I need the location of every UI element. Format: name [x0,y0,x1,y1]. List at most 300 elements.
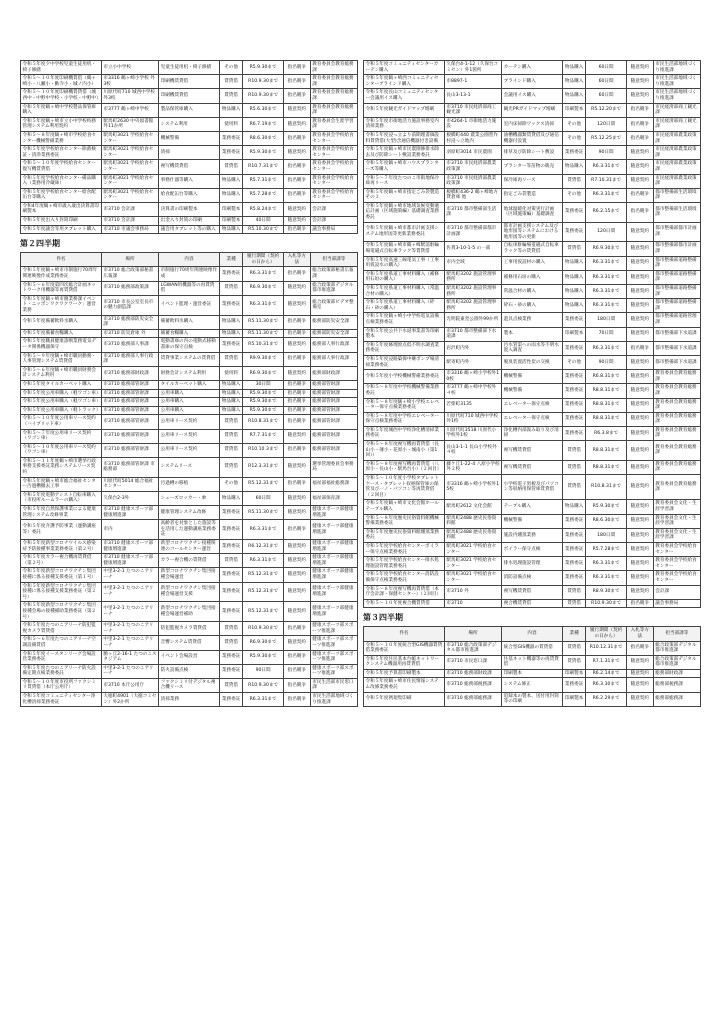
table-cell: 随意契約 [626,398,653,412]
table-cell: 業務委託 [562,222,586,242]
table-row [364,270,701,284]
table-cell: 総務部管財課 [310,398,357,407]
table-cell: 物品購入 [219,174,243,188]
table-cell: R8.6.30まで [586,514,626,528]
table-cell: 地球温暖化対策実行計画（区域施策編）基礎調査 [502,202,563,222]
table-cell: 都市整備部道路管理課 [653,313,700,327]
table-cell: 教育委員会教育総務課 [653,370,700,384]
table-cell: 教育委員会学校給食センター [653,542,700,556]
table-row [364,641,701,655]
table-cell: R6.9.30まで [243,366,283,380]
table-cell: 都市整備部都市計画課 [653,242,700,256]
table-cell: 公用車購入 [159,398,220,407]
table-cell: 市民経済部商工観光課 [653,103,700,117]
table-cell: 教育委員会学校給食センター [310,146,357,160]
table-row [21,366,358,380]
table-cell: 物品購入 [562,160,586,174]
table-cell: 指名競争 [283,160,310,174]
table-cell: 会議用イス購入 [502,89,563,103]
table-cell: 市3777 鶴ヶ崎中学校 [101,103,158,117]
table-cell: 物品購入 [219,225,243,234]
table-cell: 財務会計システム利用 [159,366,220,380]
table-cell: 駅寄町内外 [444,355,501,369]
table-cell: 令和５～１０年度公用車リース契約（ハイブリッド車） [21,415,102,429]
table-cell: 住基ネット機器等の再賃貸借 [502,655,563,669]
table-cell: R6.9.30まで [586,242,626,256]
table-cell: 福祉部保育課 [310,491,357,505]
table-cell: 令和５年度長山コミュニティセンター会議用イス購入 [364,89,445,103]
table-cell: 都市整備部下水道課 [653,341,700,355]
table-cell: 市民経済部農業政策課 [653,131,700,145]
table-cell: 総務部管財課 [310,443,357,457]
table-cell: 市3710 都市整備部下水道課 [444,327,501,341]
table-cell: 令和５～１０年度印刷機賃貸借（城西中・中野中学校・小学校・中野中） [21,89,102,103]
table-cell: 令和５年度鶴ヶ崎市都市計画支援システム地形図等更新業務委託 [364,222,445,242]
table-cell: 教育委員会教育総務課 [653,460,700,474]
table-cell: 令和５年度学校給食センター除菌検証・清浄業務委託 [21,146,102,160]
table-cell: 令和５年度公用車購入（軽トラック） [21,406,102,415]
table-cell: 業務委託 [219,131,243,145]
table-cell: 賃貸借 [562,475,586,500]
table-cell: 印刷製本 [502,669,563,678]
table-cell: 印刷機賃貸借 [159,75,220,89]
table-cell: R8.8.31まで [586,412,626,426]
table-cell: 業務委託 [562,341,586,355]
table-cell: 業務委託 [219,295,243,315]
column-header: 担当部課等 [310,253,357,267]
table-cell: 物品購入 [562,256,586,270]
table-cell: 複写機賃貸借 [159,160,220,174]
table-cell: 令和５～７年度公用車リース契約（ワゴン車） [21,429,102,443]
table-cell: 賃貸借 [219,89,243,103]
table-cell: 令和５年度備蓄飲料水購入 [21,315,102,329]
table-cell: 令和５～１０年度小学校タブレットケース・タブレット収納保管庫の保管及び一ノ・パソコン等再賃貸借（２回目） [364,475,445,500]
table-cell: 砕石・砂の購入 [502,299,563,313]
table-cell: 市3710 都市整備部生活課 [444,202,501,222]
table-cell: 令和５年度鶴ヶ崎市立小中学校校務管理システム利用契約 [21,117,102,131]
table-cell: 市3710 [444,599,501,608]
table-cell: 令和５年度浸路築保中継ポンプ場清掃業務委託 [364,355,445,369]
table-cell: 賃貸借 [562,460,586,474]
table-cell: 都市整備部道路整備課 [653,270,700,284]
table-cell: 令和５～８年度鶴ヶ崎小学校エレベーター保守点検業務委託 [364,398,445,412]
table-cell: 市3710 総務部管財課 [101,389,158,398]
table-cell: 随意契約 [626,384,653,398]
table-row [364,500,701,514]
table-cell: 市3710 総務部管財課 [101,406,158,415]
left-table-continued [20,60,358,234]
table-cell: 音響システム賃貸借 [159,636,220,650]
table-cell: R6.3.31まで [586,188,626,202]
table-cell: 市3710 健康スポーツ部健康増進課 [101,506,158,520]
table-cell: 岩沢町内外 [444,341,501,355]
table-cell: R6.3.31まで [243,520,283,540]
table-cell: R6.3.31まで [586,160,626,174]
table-cell: 令和５年度修理原点低不明水調査業務委託 [364,341,445,355]
table-cell: 物品購入 [562,89,586,103]
table-cell: 自転車駐輪場電磁式自転車ラック等の賃貸借 [502,242,563,256]
table-cell: R7.10.31まで [586,174,626,188]
table-cell: 市3710 総務部財政課 [101,366,158,380]
table-cell: 市3710 総務部管財課 [101,415,158,429]
table-cell: 市3710 本庁公用庁 [101,678,158,692]
table-cell: R5.6.30まで [243,103,283,117]
table-cell: 随意契約 [626,160,653,174]
table-cell: 随意契約 [626,669,653,678]
table-cell: R6.3.31まで [586,285,626,299]
table-cell: 教育委員会文化・生涯学習課 [653,514,700,528]
table-cell: 随意契約 [626,655,653,669]
table-cell: 都市整備部下水道課 [653,327,700,341]
table-cell: 長山3-1-1 長山小学校外４校 [444,441,501,461]
column-header: 入札等方法 [283,253,310,267]
table-cell: 業務委託 [219,506,243,520]
table-row [21,443,358,457]
table-cell: 健康スポーツ部健康増進課 [310,602,357,622]
table-cell: 物品購入 [219,380,243,389]
table-cell: 指名競争 [283,443,310,457]
table-cell: 業務委託 [562,557,586,571]
table-cell: 随意契約 [626,557,653,571]
table-cell: R10.7.31まで [243,160,283,174]
table-row [364,692,701,706]
table-cell: R12.3.31まで [243,457,283,477]
table-cell: 指名競争 [283,75,310,89]
table-cell: 市3710 防災倉庫 外 [101,329,158,338]
table-cell: 都市整備部生活環境課 [653,188,700,202]
table-cell: 60日間 [586,75,626,89]
table-cell: 大徳町4901（大徳コミセン）外2か所 [101,693,158,707]
table-row [21,146,358,160]
table-cell: 令和５年度小学校機械警備業務委託 [364,370,445,384]
table-cell: カラー複合機の賃貸借 [159,554,220,568]
table-cell: システムリース [159,457,220,477]
table-row [21,429,358,443]
table-cell: 賃貸借 [219,678,243,692]
table-cell: 指名競争 [626,202,653,222]
table-cell: 市民生活部市民窓口課 [310,678,357,692]
table-cell: 令和５年度住民基本台帳ネットワークシステム機器用再賃貸借 [364,655,445,669]
table-cell: 指名競争 [626,341,653,355]
table-cell: R6.3.31まで [243,267,283,281]
table-cell: 令和５年度県道工事材料購入（補修用石垣の購入） [364,270,445,284]
table-cell: その他 [562,355,586,369]
table-cell: 業務委託 [562,514,586,528]
table-cell: R6.3.31まで [243,295,283,315]
table-cell: 市民生活部地域づくり推進課 [653,75,700,89]
table-cell: 随意契約 [626,514,653,528]
table-cell: 市3710 総務部防災安全課 [101,315,158,329]
table-cell: 業務委託 [219,540,243,554]
table-cell: 中里3-2-1 たつのこアリーナ [101,582,158,602]
column-header: 内容 [502,627,563,641]
table-cell: 指名競争 [626,103,653,117]
table-cell: 新型コロナワクチン接種関連のコールセンター運営 [159,540,220,554]
table-cell: 賃貸借 [562,242,586,256]
table-cell: 70日間 [586,327,626,341]
table-cell: R8.8.31まで [586,441,626,461]
table-cell: 令和５年度カラー複合機再賃貸借（第２号） [21,554,102,568]
table-cell: 物品購入 [562,75,586,89]
table-cell: 福祉部福祉総務課 [310,477,357,491]
table-cell: 羽原町3014 市民農園 [444,146,501,160]
table-cell: 市民生活部地域づくり推進課 [653,89,700,103]
table-cell: 指名競争 [283,380,310,389]
table-cell: 公用車購入 [159,406,220,415]
table-row [364,441,701,461]
table-cell: R5.10.31まで [243,338,283,352]
table-cell: R6.9.30まで [243,636,283,650]
table-cell: 指定ごみ袋製造 [502,188,563,202]
table-cell: R10.8.31まで [586,475,626,500]
table-cell: その他 [219,61,243,75]
table-cell: 市3710 都市整備部都市計画課 [444,222,501,242]
table-cell: 令和５年度市街地活力施設事務室内清掃業務 [364,117,445,131]
table-cell: 随意契約 [626,242,653,256]
table-cell: 板橋町440 農業公園豊作村浸っ立地内 [444,131,501,145]
table-cell: 市3710 市議会事務局 [101,225,158,234]
table-cell: R10.9.30まで [243,678,283,692]
table-cell: 随意契約 [283,281,310,295]
table-cell: 令和５年度鶴ヶ崎市鶴ヶ崎駅前駐輪場電磁式自転車ラック等賃貸借 [364,242,445,256]
table-cell: 駅馬町2630 中央図書館 外11か所 [101,117,158,131]
table-cell: 総務部人事行政課 [310,338,357,352]
table-cell: 令和５～１０年度印刷機賃借（鶴ヶ崎小・八瀬小・勤寺小・城ノ内小） [21,75,102,89]
table-cell: 駅馬町2488 歴史民俗資料館 [444,514,501,528]
table-cell: 随意契約 [626,370,653,384]
table-cell: 令和５年度鶴ヶ崎小中学校電気設備点検業務委託 [364,313,445,327]
table-cell: 遊具点検業務 [502,313,563,327]
table-cell: 令和５～１０年度複合機賃貸借 [364,599,445,608]
table-cell: 脱臭装置活性炭の交換 [502,355,563,369]
table-cell: 指名競争 [283,131,310,145]
table-cell: 指名競争 [283,406,310,415]
table-cell: 印刷製本 [562,669,586,678]
table-row [21,225,358,234]
table-cell: 令和５年度公用車購入（軽ワゴン車） [21,389,102,398]
table-cell: 印刷製本 [562,327,586,341]
table-cell: 賃貸借 [219,415,243,429]
table-cell: 健康スポーツ部健康増進課 [310,568,357,582]
table-cell: 随意契約 [283,146,310,160]
table-cell: カーテン購入 [502,61,563,75]
table-cell: 指名競争 [283,650,310,664]
table-cell: R10.9.30まで [243,622,283,636]
table-cell: 業務委託 [562,542,586,556]
table-cell: 指名競争 [283,678,310,692]
table-cell: 市3710 市民窓口課 [444,655,501,669]
table-row [364,117,701,131]
table-cell: 駅馬町3021 学校給食センター [444,571,501,585]
table-row [21,540,358,554]
table-cell: 公用車リース契約 [159,415,220,429]
table-cell: 都市計画支援システム及び地形図等システムにおける地形図等の更新 [502,222,563,242]
table-row [21,267,358,281]
table-cell: 駅馬町3021 学校給食センター [101,174,158,188]
table-cell: 指名競争 [626,599,653,608]
table-cell: 総務部管財課 [310,380,357,389]
table-cell: 随意契約 [283,429,310,443]
table-cell: その他 [562,188,586,202]
table-cell: 板橋町436-2 鶴ヶ崎地方貸倉庫 他 [444,188,501,202]
table-row [21,75,358,89]
table-cell: 印刷製本 [219,217,243,226]
table-cell: 令和５年度鶴ヶ崎市民農園修排水除去及び防除シート敷設業務委託 [364,146,445,160]
table-cell: 賃貸借 [219,160,243,174]
table-cell: 令和4年度鶴ヶ崎市歳入歳出決算書印刷製本 [21,202,102,216]
table-cell: 使用料 [219,117,243,131]
table-cell: 市3710 総合政策部秘書広報課 [101,267,158,281]
table-cell: 指名競争 [283,622,310,636]
table-cell: 令和５年度鶴ヶ崎市ハウスプランターズ等購入 [364,160,445,174]
table-cell: イベント監理・運営委託 [159,295,220,315]
table-cell: 随意契約 [626,270,653,284]
table-cell: 令和５年度新型コロナワクチン集団接種に係る接種支援業務委託（第２号） [21,582,102,602]
table-row [364,460,701,474]
table-cell: 随意契約 [283,568,310,582]
table-row [21,352,358,366]
table-cell: 随意契約 [283,103,310,117]
table-row [21,202,358,216]
table-cell: その他 [562,117,586,131]
table-cell: 高齢者を対象とした施設等を活用した運動講座業務委託 [159,520,220,540]
table-cell: 総務部財政課 [310,366,357,380]
table-cell: 180日間 [586,313,626,327]
column-header: 場所 [444,627,501,641]
table-cell: 随意契約 [283,295,310,315]
table-cell: 防犯監視カメラ賃貸借 [159,622,220,636]
table-cell: 市3710 総務部管財課 [101,429,158,443]
table-cell: R5.11.30まで [243,315,283,329]
table-cell: 浄化槽内部汲み取り及び清掃 [502,426,563,440]
table-cell: 教育委員会学校給食センター [653,557,700,571]
table-cell: 備蓄食糧購入 [159,329,220,338]
table-cell: 市3777 鶴ヶ崎中学校外４校 [444,384,501,398]
table-cell: 指名競争 [283,477,310,491]
table-cell: 健康スポーツ部健康増進課 [310,506,357,520]
table-cell: 駅馬町3202 施設管理事務所 [444,270,501,284]
table-cell: 賃貸借 [219,443,243,457]
table-cell: 令和５年度新型コロナワクチン集団接種会場の接種補助業務委託（第２号） [21,602,102,622]
table-row [364,188,701,202]
table-row [21,131,358,145]
table-cell: 随意契約 [283,582,310,602]
table-cell: 駅馬町2612 文化会館 [444,500,501,514]
table-cell: 市3710 総務部総務課 [444,692,501,706]
table-cell: 会計課 [310,202,357,216]
table-row [21,315,358,329]
table-cell: 市3710 総務部管財課 [101,380,158,389]
table-cell: 60日間 [586,61,626,75]
table-cell: R6.3.31まで [586,299,626,313]
table-cell: 令和５年度学校給食センター排水処理施設管理業務委託 [364,557,445,571]
table-cell: 令和５年度イースタンリーグ会場設営業務委託 [21,650,102,664]
table-cell: エレベーター保守点検 [502,412,563,426]
table-cell: 議会事務局 [653,599,700,608]
table-cell: 室内床掃除ワックス清掃 [502,117,563,131]
table-row [364,585,701,599]
table-cell: 都市整備部道路整備課 [653,299,700,313]
table-cell: 業務委託 [562,398,586,412]
table-cell: 駅馬町3021 学校給食センター [444,542,501,556]
table-row [21,520,358,540]
table-row [21,188,358,202]
table-row [364,174,701,188]
table-cell: 随意契約 [626,222,653,242]
table-row [364,160,701,174]
table-cell: R5.9.30まで [243,146,283,160]
table-cell: 教育委員会教育総務課 [310,75,357,89]
table-cell: 物品購入 [562,299,586,313]
table-cell: 川原代町5014 総合福祉センター [101,477,158,491]
table-cell: 健康スポーツ部健康増進課 [310,520,357,540]
table-cell: 油槽機器類賃貸借及び通信機器付設置 [502,131,563,145]
table-cell: 新型コロナワクチン集団接種会場運営 [159,568,220,582]
table-cell: 90日間 [586,355,626,369]
table-row [21,160,358,174]
table-row [21,117,358,131]
table-cell: R5.12.25まで [586,131,626,145]
table-cell: 令和５～１０年度公用車リース契約（ワゴン車） [21,443,102,457]
table-row [21,389,358,398]
table-cell: 指名競争 [283,415,310,429]
table-cell: R5.9.30まで [586,500,626,514]
table-cell: シューズロッカー・傘 [159,491,220,505]
table-cell: 印刷機賃貸借 [159,89,220,103]
table-cell: 令和５～６年度たつのこアリーナ空調設備賃借 [21,636,102,650]
table-cell: 業務委託 [562,146,586,160]
table-cell: 会計課 [653,585,700,599]
table-cell: R6.7.19まで [243,117,283,131]
table-row [364,514,701,528]
table-cell: R6.3.31まで [586,270,626,284]
table-cell: 駒ヶ丘2-16-1 たつのこスタジアム [101,650,158,664]
table-cell: R6.3.31まで [243,693,283,707]
table-cell: 駅馬町3021 学校給食センター [101,146,158,160]
table-cell: 令和５～１１年度鶴ヶ崎市選挙行政事務支援委託業務システムリース契約 [21,457,102,477]
table-cell: 随意契約 [626,571,653,585]
table-row [364,426,701,440]
table-cell: 健康スポーツ部スポーツ推進課 [310,650,357,664]
column-header: 業種 [562,627,586,641]
table-cell: 随意契約 [626,89,653,103]
table-cell: 随意契約 [626,256,653,270]
table-cell: R5.9.30まで [243,61,283,75]
table-cell: 業務委託 [562,678,586,692]
table-cell: 教育委員会教育総務課 [653,398,700,412]
table-cell: 教育委員会教育総務課 [310,103,357,117]
table-row [364,669,701,678]
table-row [364,131,701,145]
table-cell: 令和５年度高速三線電気工事（工事用仮設水の購入） [364,256,445,270]
table-cell: 教育委員会学校給食センター [310,174,357,188]
table-cell: 令和５年度介護予防事業（運動講座等）委託 [21,520,102,540]
table-cell: 業務委託 [219,267,243,281]
table-cell: 機械警備 [502,384,563,398]
table-cell: R10.8.31まで [243,415,283,429]
table-cell: 随意契約 [283,217,310,226]
table-cell: 令和５年度例規集印刷 [364,692,445,706]
table-cell: 随意契約 [626,146,653,160]
table-cell: 川原代町710 城西中学校外3校 [101,89,158,103]
table-cell: 令和５～６年度第四次総合計画ネットワーク用機器等再賃貸借 [21,281,102,295]
table-cell: 指名競争 [283,61,310,75]
table-cell: 賃貸借 [562,585,586,599]
table-row [364,571,701,585]
table-cell: 令和５～１０年度統合型GIS機器賃貸借業務委託 [364,641,445,655]
table-cell: 随意契約 [626,585,653,599]
table-cell: 随意契約 [283,117,310,131]
